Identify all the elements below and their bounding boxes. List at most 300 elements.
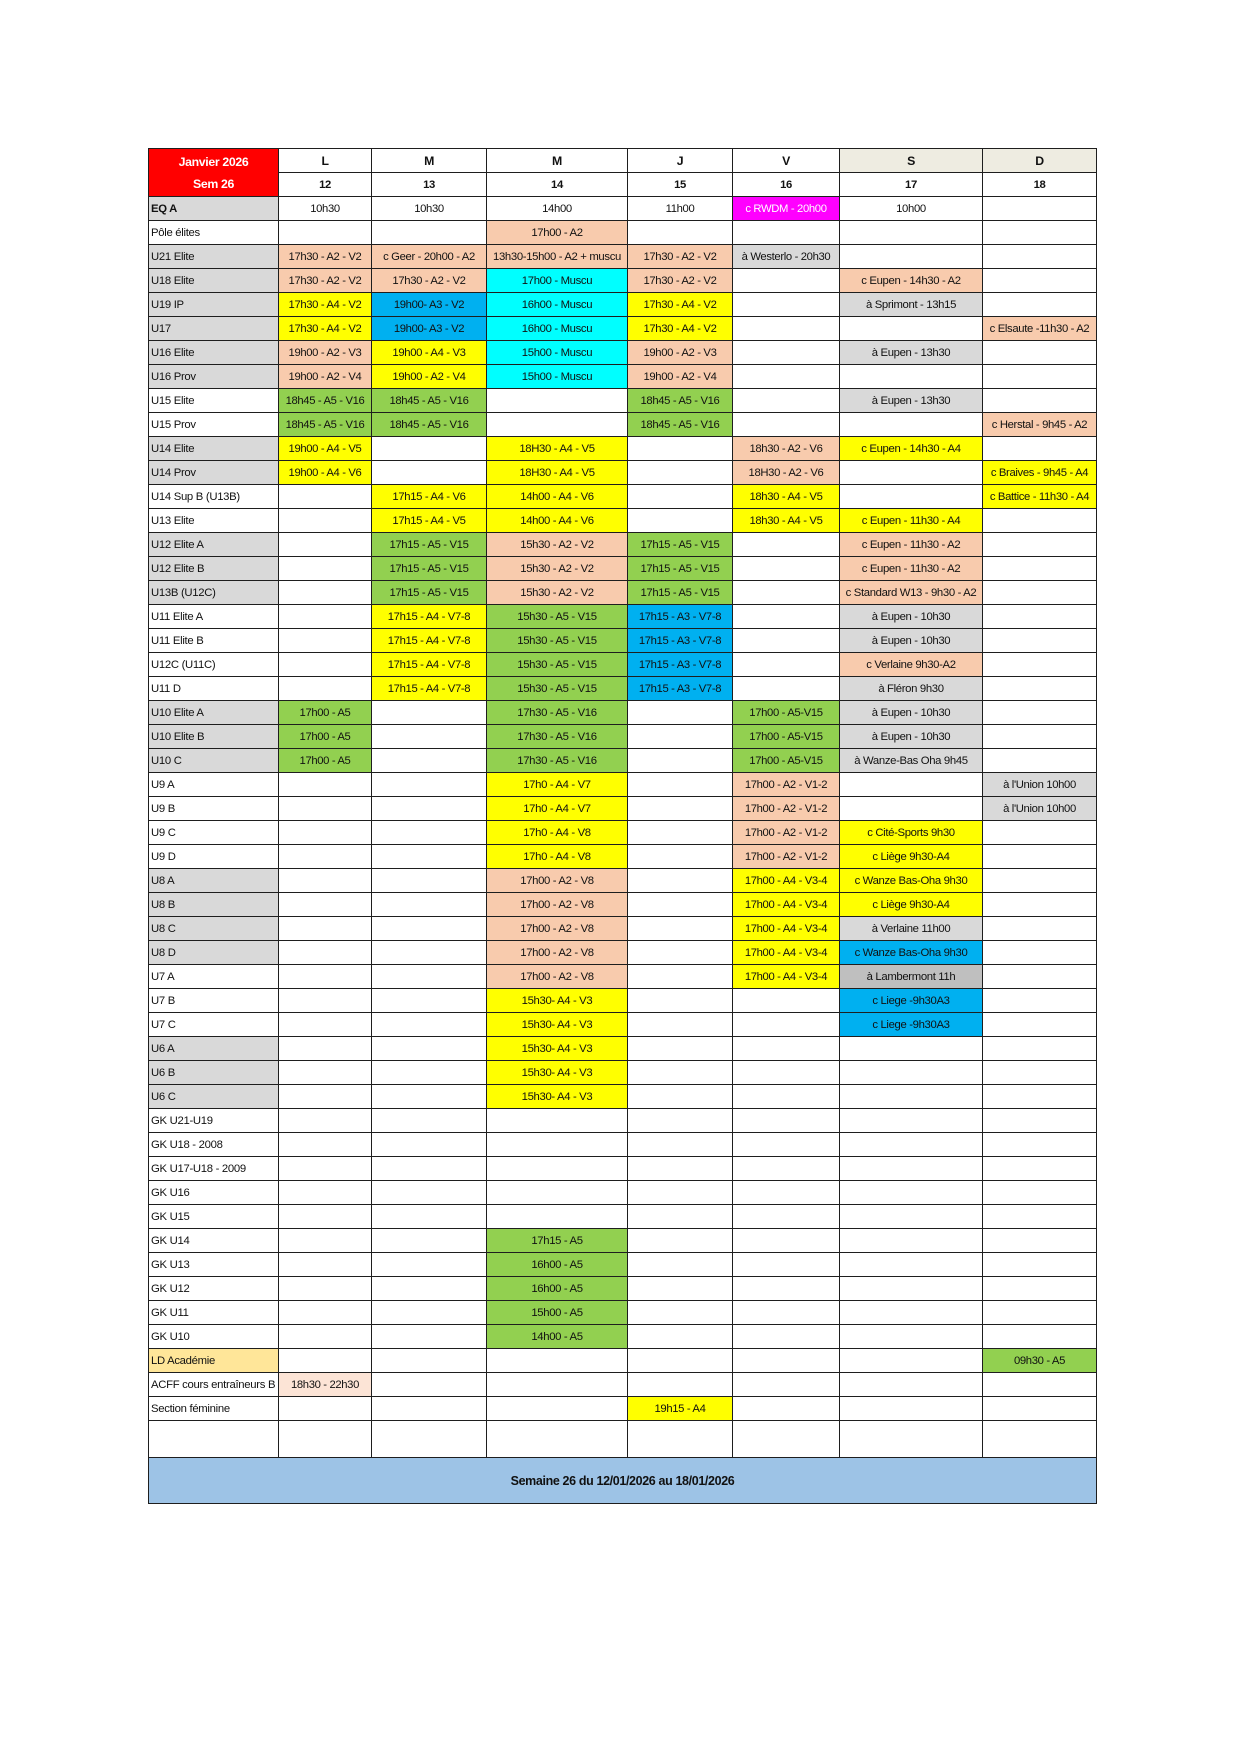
schedule-cell: 16h00 - Muscu bbox=[487, 293, 628, 317]
schedule-cell bbox=[840, 1157, 983, 1181]
schedule-cell: 17h15 - A5 - V15 bbox=[628, 581, 733, 605]
schedule-cell bbox=[279, 1397, 372, 1421]
schedule-cell: 19h00 - A4 - V3 bbox=[372, 341, 487, 365]
schedule-cell: 17h30 - A4 - V2 bbox=[279, 317, 372, 341]
schedule-cell bbox=[487, 389, 628, 413]
schedule-cell: 17h15 - A4 - V7-8 bbox=[372, 605, 487, 629]
team-label: U6 A bbox=[149, 1037, 279, 1061]
schedule-cell: 15h30- A4 - V3 bbox=[487, 989, 628, 1013]
schedule-cell bbox=[372, 989, 487, 1013]
schedule-cell: 19h00 - A4 - V6 bbox=[279, 461, 372, 485]
schedule-cell bbox=[628, 821, 733, 845]
day-date: 16 bbox=[733, 173, 840, 197]
team-row bbox=[149, 1085, 1097, 1109]
schedule-cell bbox=[279, 773, 372, 797]
schedule-cell bbox=[372, 1205, 487, 1229]
schedule-cell bbox=[733, 1181, 840, 1205]
schedule-cell bbox=[372, 1253, 487, 1277]
schedule-cell bbox=[840, 1325, 983, 1349]
schedule-cell bbox=[372, 221, 487, 245]
schedule-cell bbox=[279, 629, 372, 653]
schedule-cell bbox=[733, 365, 840, 389]
schedule-cell bbox=[487, 1205, 628, 1229]
schedule-cell: 16h00 - Muscu bbox=[487, 317, 628, 341]
team-label: U7 C bbox=[149, 1013, 279, 1037]
schedule-cell bbox=[840, 1133, 983, 1157]
schedule-cell: 17h00 - A4 - V3-4 bbox=[733, 869, 840, 893]
schedule-cell bbox=[628, 461, 733, 485]
team-row bbox=[149, 773, 1097, 797]
schedule-cell: 18h45 - A5 - V16 bbox=[628, 413, 733, 437]
schedule-cell bbox=[628, 1109, 733, 1133]
schedule-cell bbox=[372, 1157, 487, 1181]
team-row bbox=[149, 557, 1097, 581]
team-row bbox=[149, 917, 1097, 941]
team-row bbox=[149, 197, 1097, 221]
schedule-cell bbox=[983, 293, 1097, 317]
schedule-cell bbox=[279, 1109, 372, 1133]
schedule-cell: 17h15 - A4 - V5 bbox=[372, 509, 487, 533]
team-row bbox=[149, 461, 1097, 485]
schedule-cell: 10h30 bbox=[279, 197, 372, 221]
schedule-cell bbox=[983, 1061, 1097, 1085]
schedule-cell bbox=[628, 1013, 733, 1037]
week-label: Sem 26 bbox=[193, 176, 234, 191]
schedule-cell bbox=[733, 557, 840, 581]
schedule-cell bbox=[372, 1085, 487, 1109]
schedule-cell bbox=[279, 917, 372, 941]
schedule-cell: 10h00 bbox=[840, 197, 983, 221]
schedule-cell: 14h00 - A4 - V6 bbox=[487, 509, 628, 533]
schedule-cell bbox=[733, 269, 840, 293]
schedule-cell: 17h30 - A4 - V2 bbox=[279, 293, 372, 317]
schedule-cell: 19h00 - A2 - V4 bbox=[628, 365, 733, 389]
schedule-cell: 17h15 - A4 - V7-8 bbox=[372, 629, 487, 653]
schedule-cell: 17h15 - A5 - V15 bbox=[628, 533, 733, 557]
schedule-cell: 19h00 - A2 - V4 bbox=[279, 365, 372, 389]
schedule-cell bbox=[983, 1037, 1097, 1061]
schedule-cell: c Liege -9h30A3 bbox=[840, 989, 983, 1013]
schedule-cell: 17h15 - A4 - V7-8 bbox=[372, 653, 487, 677]
schedule-cell bbox=[983, 1157, 1097, 1181]
schedule-cell: 18h30 - A4 - V5 bbox=[733, 485, 840, 509]
schedule-cell: à Verlaine 11h00 bbox=[840, 917, 983, 941]
schedule-cell bbox=[372, 725, 487, 749]
schedule-cell bbox=[983, 1013, 1097, 1037]
schedule-cell: 17h00 - A5-V15 bbox=[733, 701, 840, 725]
schedule-cell bbox=[628, 1325, 733, 1349]
schedule-cell bbox=[840, 1397, 983, 1421]
schedule-cell bbox=[840, 1181, 983, 1205]
schedule-cell: à Eupen - 10h30 bbox=[840, 605, 983, 629]
schedule-cell: 17h15 - A4 - V6 bbox=[372, 485, 487, 509]
schedule-cell: 17h15 - A5 - V15 bbox=[372, 557, 487, 581]
schedule-cell: c RWDM - 20h00 bbox=[733, 197, 840, 221]
schedule-cell bbox=[628, 221, 733, 245]
schedule-cell bbox=[279, 485, 372, 509]
schedule-cell bbox=[487, 1133, 628, 1157]
schedule-cell bbox=[372, 1013, 487, 1037]
team-label: U13B (U12C) bbox=[149, 581, 279, 605]
schedule-cell bbox=[279, 1181, 372, 1205]
team-row bbox=[149, 221, 1097, 245]
schedule-cell bbox=[279, 581, 372, 605]
schedule-cell bbox=[628, 1037, 733, 1061]
schedule-cell bbox=[733, 1253, 840, 1277]
schedule-cell: 15h30 - A5 - V15 bbox=[487, 605, 628, 629]
schedule-cell: à Eupen - 13h30 bbox=[840, 341, 983, 365]
schedule-cell bbox=[733, 1205, 840, 1229]
schedule-cell: 17h30 - A5 - V16 bbox=[487, 725, 628, 749]
schedule-cell bbox=[840, 461, 983, 485]
day-letter: L bbox=[279, 149, 372, 173]
schedule-cell bbox=[983, 629, 1097, 653]
schedule-cell: 18H30 - A2 - V6 bbox=[733, 461, 840, 485]
schedule-cell bbox=[983, 581, 1097, 605]
team-row bbox=[149, 485, 1097, 509]
schedule-cell bbox=[840, 413, 983, 437]
schedule-cell: c Cité-Sports 9h30 bbox=[840, 821, 983, 845]
team-label: GK U13 bbox=[149, 1253, 279, 1277]
team-row bbox=[149, 1037, 1097, 1061]
schedule-cell bbox=[279, 1037, 372, 1061]
team-row bbox=[149, 893, 1097, 917]
schedule-cell: 13h30-15h00 - A2 + muscu bbox=[487, 245, 628, 269]
team-label: U9 B bbox=[149, 797, 279, 821]
schedule-cell bbox=[372, 1397, 487, 1421]
schedule-cell bbox=[983, 1325, 1097, 1349]
team-label: U8 D bbox=[149, 941, 279, 965]
schedule-cell: 17h15 - A5 - V15 bbox=[628, 557, 733, 581]
team-row bbox=[149, 797, 1097, 821]
schedule-cell bbox=[279, 845, 372, 869]
schedule-cell bbox=[840, 1061, 983, 1085]
schedule-cell bbox=[628, 1301, 733, 1325]
schedule-cell bbox=[279, 221, 372, 245]
schedule-cell bbox=[983, 533, 1097, 557]
schedule-cell: c Wanze Bas-Oha 9h30 bbox=[840, 869, 983, 893]
schedule-cell bbox=[628, 1205, 733, 1229]
schedule-cell: 15h00 - A5 bbox=[487, 1301, 628, 1325]
team-label: U17 bbox=[149, 317, 279, 341]
team-row bbox=[149, 365, 1097, 389]
schedule-cell bbox=[487, 1397, 628, 1421]
schedule-cell bbox=[628, 1181, 733, 1205]
team-label: Pôle élites bbox=[149, 221, 279, 245]
schedule-cell bbox=[372, 1325, 487, 1349]
day-letter: J bbox=[628, 149, 733, 173]
schedule-cell bbox=[733, 1061, 840, 1085]
schedule-cell bbox=[983, 437, 1097, 461]
schedule-cell bbox=[840, 1085, 983, 1109]
schedule-cell: à Sprimont - 13h15 bbox=[840, 293, 983, 317]
team-label: U10 C bbox=[149, 749, 279, 773]
schedule-cell bbox=[279, 941, 372, 965]
schedule-cell bbox=[733, 1373, 840, 1397]
schedule-cell: 17h00 - A2 bbox=[487, 221, 628, 245]
schedule-cell bbox=[628, 1349, 733, 1373]
schedule-cell bbox=[487, 1373, 628, 1397]
schedule-cell bbox=[372, 1061, 487, 1085]
day-letter: V bbox=[733, 149, 840, 173]
schedule-cell: 19h00- A3 - V2 bbox=[372, 317, 487, 341]
schedule-cell bbox=[279, 1349, 372, 1373]
team-row bbox=[149, 509, 1097, 533]
schedule-cell: c Verlaine 9h30-A2 bbox=[840, 653, 983, 677]
schedule-cell bbox=[840, 1277, 983, 1301]
blank-cell bbox=[487, 1421, 628, 1458]
schedule-cell bbox=[983, 605, 1097, 629]
schedule-cell: 15h30- A4 - V3 bbox=[487, 1061, 628, 1085]
schedule-cell bbox=[279, 1133, 372, 1157]
schedule-cell bbox=[372, 1301, 487, 1325]
schedule-cell: 17h00 - A2 - V1-2 bbox=[733, 821, 840, 845]
schedule-cell bbox=[983, 989, 1097, 1013]
day-letter: S bbox=[840, 149, 983, 173]
schedule-cell bbox=[279, 989, 372, 1013]
schedule-cell: 11h00 bbox=[628, 197, 733, 221]
team-row bbox=[149, 1013, 1097, 1037]
schedule-cell bbox=[733, 221, 840, 245]
schedule-cell: 18h45 - A5 - V16 bbox=[628, 389, 733, 413]
schedule-cell bbox=[983, 725, 1097, 749]
schedule-cell: 15h30 - A2 - V2 bbox=[487, 581, 628, 605]
schedule-cell bbox=[279, 1061, 372, 1085]
schedule-cell bbox=[983, 749, 1097, 773]
schedule-cell bbox=[279, 797, 372, 821]
schedule-cell: c Liège 9h30-A4 bbox=[840, 893, 983, 917]
schedule-cell: 17h00 - A5 bbox=[279, 749, 372, 773]
team-row bbox=[149, 629, 1097, 653]
schedule-cell: 17h00 - A2 - V1-2 bbox=[733, 773, 840, 797]
team-row bbox=[149, 941, 1097, 965]
schedule-cell bbox=[372, 821, 487, 845]
schedule-cell: 09h30 - A5 bbox=[983, 1349, 1097, 1373]
schedule-cell: 16h00 - A5 bbox=[487, 1253, 628, 1277]
schedule-cell: 17h00 - A2 - V8 bbox=[487, 917, 628, 941]
schedule-cell: 18h30 - A4 - V5 bbox=[733, 509, 840, 533]
schedule-cell bbox=[279, 509, 372, 533]
day-date: 15 bbox=[628, 173, 733, 197]
schedule-cell bbox=[733, 1229, 840, 1253]
schedule-cell bbox=[279, 605, 372, 629]
schedule-cell bbox=[840, 1229, 983, 1253]
schedule-cell: 17h00 - A4 - V3-4 bbox=[733, 941, 840, 965]
schedule-cell bbox=[372, 701, 487, 725]
schedule-cell bbox=[372, 1133, 487, 1157]
blank-cell bbox=[372, 1421, 487, 1458]
team-row bbox=[149, 1277, 1097, 1301]
team-row bbox=[149, 389, 1097, 413]
schedule-cell bbox=[279, 1205, 372, 1229]
team-row bbox=[149, 1061, 1097, 1085]
schedule-cell bbox=[983, 893, 1097, 917]
schedule-cell: 15h30 - A5 - V15 bbox=[487, 677, 628, 701]
schedule-cell: 15h30- A4 - V3 bbox=[487, 1013, 628, 1037]
team-row bbox=[149, 1301, 1097, 1325]
schedule-cell bbox=[372, 773, 487, 797]
schedule-cell bbox=[983, 869, 1097, 893]
team-row bbox=[149, 533, 1097, 557]
schedule-cell bbox=[733, 293, 840, 317]
team-label: U11 Elite B bbox=[149, 629, 279, 653]
team-label: U14 Prov bbox=[149, 461, 279, 485]
schedule-cell bbox=[628, 797, 733, 821]
schedule-cell: 17h15 - A4 - V7-8 bbox=[372, 677, 487, 701]
schedule-cell: 15h30- A4 - V3 bbox=[487, 1037, 628, 1061]
schedule-cell: 14h00 - A5 bbox=[487, 1325, 628, 1349]
schedule-cell: 18H30 - A4 - V5 bbox=[487, 437, 628, 461]
schedule-cell: 18h30 - 22h30 bbox=[279, 1373, 372, 1397]
schedule-cell: 17h15 - A3 - V7-8 bbox=[628, 653, 733, 677]
schedule-cell bbox=[628, 1061, 733, 1085]
schedule-cell bbox=[983, 389, 1097, 413]
team-row bbox=[149, 269, 1097, 293]
schedule-cell bbox=[733, 389, 840, 413]
schedule-cell bbox=[628, 1133, 733, 1157]
schedule-cell: 15h00 - Muscu bbox=[487, 341, 628, 365]
team-row bbox=[149, 1253, 1097, 1277]
schedule-cell: 17h00 - A5-V15 bbox=[733, 725, 840, 749]
team-label: U10 Elite B bbox=[149, 725, 279, 749]
team-label: U16 Elite bbox=[149, 341, 279, 365]
schedule-cell bbox=[733, 1037, 840, 1061]
schedule-cell bbox=[733, 629, 840, 653]
schedule-cell bbox=[840, 1037, 983, 1061]
blank-cell bbox=[149, 1421, 279, 1458]
team-label: GK U14 bbox=[149, 1229, 279, 1253]
schedule-cell: c Battice - 11h30 - A4 bbox=[983, 485, 1097, 509]
schedule-cell: à Eupen - 10h30 bbox=[840, 725, 983, 749]
team-row bbox=[149, 1109, 1097, 1133]
schedule-cell bbox=[372, 437, 487, 461]
schedule-cell bbox=[733, 533, 840, 557]
schedule-cell bbox=[279, 821, 372, 845]
schedule-cell bbox=[279, 1013, 372, 1037]
schedule-cell: c Braives - 9h45 - A4 bbox=[983, 461, 1097, 485]
team-label: EQ A bbox=[149, 197, 279, 221]
team-label: U16 Prov bbox=[149, 365, 279, 389]
schedule-cell: 17h15 - A3 - V7-8 bbox=[628, 605, 733, 629]
team-row bbox=[149, 341, 1097, 365]
schedule-cell: 15h30 - A5 - V15 bbox=[487, 653, 628, 677]
schedule-cell: 17h30 - A5 - V16 bbox=[487, 701, 628, 725]
schedule-cell bbox=[840, 365, 983, 389]
team-label: LD Académie bbox=[149, 1349, 279, 1373]
team-label: U7 A bbox=[149, 965, 279, 989]
schedule-cell bbox=[983, 653, 1097, 677]
schedule-cell: à Westerlo - 20h30 bbox=[733, 245, 840, 269]
schedule-cell: à Wanze-Bas Oha 9h45 bbox=[840, 749, 983, 773]
schedule-cell bbox=[983, 1109, 1097, 1133]
schedule-cell: 17h0 - A4 - V7 bbox=[487, 797, 628, 821]
day-letter: M bbox=[372, 149, 487, 173]
schedule-cell bbox=[372, 893, 487, 917]
team-row bbox=[149, 821, 1097, 845]
team-label: U21 Elite bbox=[149, 245, 279, 269]
team-label: U9 A bbox=[149, 773, 279, 797]
schedule-cell bbox=[628, 485, 733, 509]
schedule-cell: 17h15 - A3 - V7-8 bbox=[628, 677, 733, 701]
schedule-cell: 19h00 - A2 - V3 bbox=[279, 341, 372, 365]
team-label: U7 B bbox=[149, 989, 279, 1013]
schedule-cell: à Eupen - 13h30 bbox=[840, 389, 983, 413]
schedule-cell bbox=[983, 965, 1097, 989]
schedule-cell bbox=[733, 1349, 840, 1373]
schedule-cell bbox=[733, 1397, 840, 1421]
month-week-cell bbox=[149, 149, 279, 197]
schedule-cell: 18h30 - A2 - V6 bbox=[733, 437, 840, 461]
team-label: GK U17-U18 - 2009 bbox=[149, 1157, 279, 1181]
team-label: GK U15 bbox=[149, 1205, 279, 1229]
schedule-cell bbox=[279, 1157, 372, 1181]
schedule-cell bbox=[983, 509, 1097, 533]
schedule-cell bbox=[983, 677, 1097, 701]
schedule-cell: 17h30 - A4 - V2 bbox=[628, 293, 733, 317]
schedule-cell bbox=[733, 317, 840, 341]
schedule-cell bbox=[983, 917, 1097, 941]
week-footer-row bbox=[149, 1458, 1097, 1504]
schedule-cell bbox=[628, 845, 733, 869]
team-label: U14 Sup B (U13B) bbox=[149, 485, 279, 509]
schedule-cell bbox=[628, 917, 733, 941]
schedule-cell bbox=[372, 1229, 487, 1253]
schedule-cell: à l'Union 10h00 bbox=[983, 797, 1097, 821]
schedule-cell bbox=[628, 773, 733, 797]
schedule-cell bbox=[983, 269, 1097, 293]
team-label: U9 C bbox=[149, 821, 279, 845]
schedule-cell bbox=[628, 965, 733, 989]
schedule-cell: 17h00 - A2 - V1-2 bbox=[733, 797, 840, 821]
day-letter: D bbox=[983, 149, 1097, 173]
team-label: U6 C bbox=[149, 1085, 279, 1109]
schedule-cell bbox=[279, 1301, 372, 1325]
schedule-cell bbox=[733, 1109, 840, 1133]
schedule-cell bbox=[733, 677, 840, 701]
schedule-cell bbox=[733, 1085, 840, 1109]
schedule-cell bbox=[628, 941, 733, 965]
schedule-cell: 18h45 - A5 - V16 bbox=[372, 389, 487, 413]
schedule-cell bbox=[279, 1085, 372, 1109]
schedule-cell bbox=[628, 437, 733, 461]
schedule-cell bbox=[983, 245, 1097, 269]
schedule-cell bbox=[279, 677, 372, 701]
team-row bbox=[149, 677, 1097, 701]
schedule-cell: c Eupen - 11h30 - A2 bbox=[840, 533, 983, 557]
schedule-cell: 19h00- A3 - V2 bbox=[372, 293, 487, 317]
blank-cell bbox=[733, 1421, 840, 1458]
schedule-cell bbox=[487, 1181, 628, 1205]
schedule-cell bbox=[733, 581, 840, 605]
team-row bbox=[149, 701, 1097, 725]
team-row bbox=[149, 869, 1097, 893]
team-row bbox=[149, 437, 1097, 461]
schedule-cell: 14h00 bbox=[487, 197, 628, 221]
schedule-cell bbox=[983, 221, 1097, 245]
schedule-cell bbox=[983, 1277, 1097, 1301]
schedule-cell bbox=[279, 893, 372, 917]
team-label: U12C (U11C) bbox=[149, 653, 279, 677]
schedule-cell: 17h0 - A4 - V8 bbox=[487, 821, 628, 845]
schedule-cell: 17h00 - A2 - V8 bbox=[487, 941, 628, 965]
schedule-cell bbox=[733, 1277, 840, 1301]
team-label: GK U18 - 2008 bbox=[149, 1133, 279, 1157]
schedule-cell: à Eupen - 10h30 bbox=[840, 629, 983, 653]
team-label: U12 Elite A bbox=[149, 533, 279, 557]
team-row bbox=[149, 653, 1097, 677]
schedule-cell: à Eupen - 10h30 bbox=[840, 701, 983, 725]
schedule-cell bbox=[628, 1157, 733, 1181]
